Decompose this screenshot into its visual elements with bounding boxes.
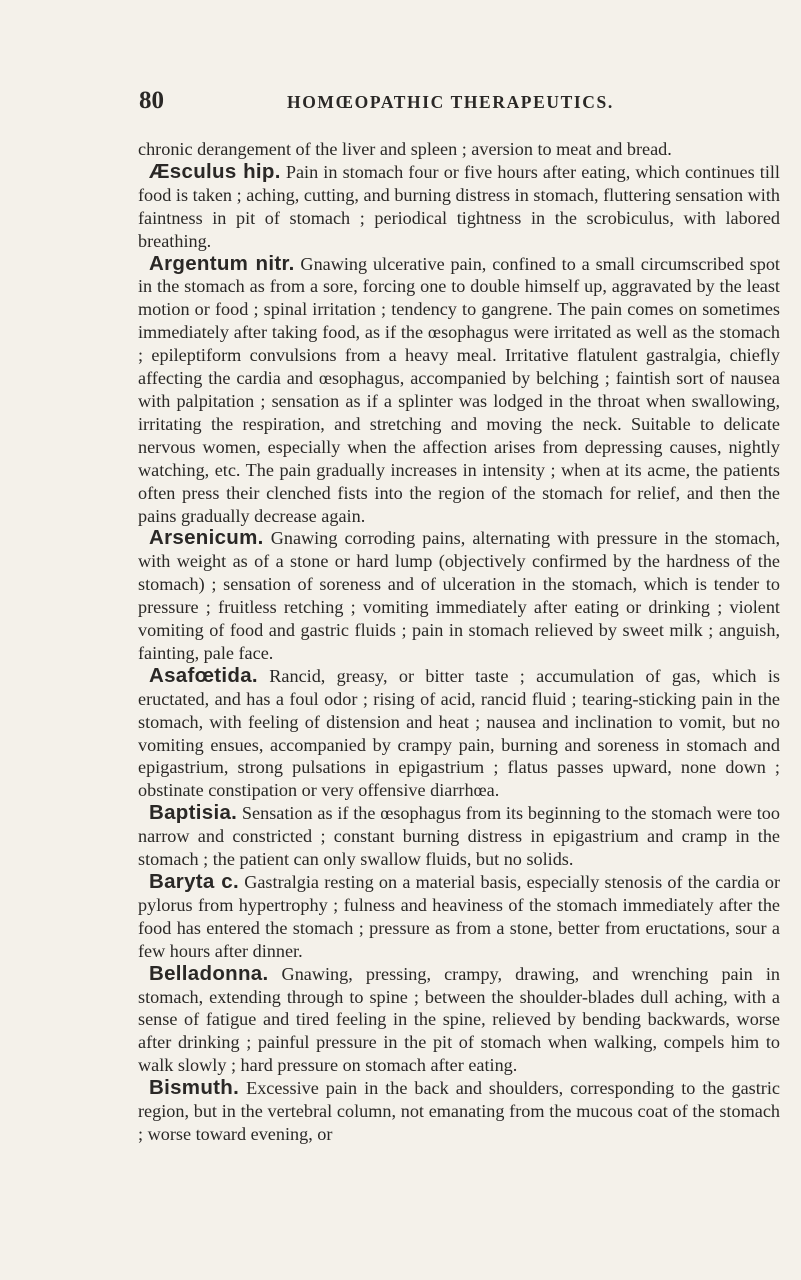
remedy-description: Rancid, greasy, or bitter taste ; accumulation of gas, which is eructated, and has a foul odor ; rising of acid, rancid fluid ; tearing-sticking pain in the stomach, with feeling of distension and heat ; nausea and inclination to vomit, but no vomiting ensues, accompanied by crampy pain, burning and soreness in stomach and epigastrium, strong pulsations in epigastrium ; flatus passes upward, none down ; obstinate constipation or very offensive diarrhœa. <box>138 665 780 801</box>
remedy-description: Gnawing, pressing, crampy, drawing, and wrenching pain in stomach, extending through to spine ; between the shoulder-blades dull aching, with a sense of fatigue and tired feeling in the spine, relieved by bending backwards, worse after drinking ; painful pressure in the pit of stomach when walking, compels him to walk slowly ; hard pressure on stomach after eating. <box>138 963 780 1076</box>
remedy-entry-baptisia <box>138 802 780 871</box>
remedy-description: Sensation as if the œsophagus from its beginning to the stomach were too narrow and constricted ; constant burning distress in epigastrium and cramp in the stomach ; the patient can only swallow fluids, but no solids. <box>138 803 780 870</box>
remedy-entry-aesculus <box>138 161 780 253</box>
remedy-description: Pain in stomach four or five hours after eating, which continues till food is taken ; aching, cutting, and burning distress in stomach, fluttering sensation with faintness in pit of stomach ; periodical tightness in the scrobiculus, with labored breathing. <box>138 161 780 251</box>
remedy-description: Excessive pain in the back and shoulders, corresponding to the gastric region, but in the vertebral column, not emanating from the mucous coat of the stomach ; worse toward evening, or <box>138 1078 780 1144</box>
remedy-description: Gnawing ulcerative pain, confined to a small circumscribed spot in the stomach as from a sore, forcing one to double himself up, aggravated by the least motion or food ; spinal irritation ; tendency to gangrene. The pain comes on sometimes immediately after taking food, as if the œsophagus were irritated as well as the stomach ; epileptiform convulsions from a heavy meal. Irritative flatulent gastralgia, chiefly affecting the cardia and œsophagus, accompanied by belching ; faintish sort of nausea with palpitation ; sensation as if a splinter was lodged in the throat when swallowing, irritating the respiration, and stretching and moving the neck. Suitable to delicate nervous women, especially when the affection arises from depressing causes, nightly watching, etc. The pain gradually increases in intensity ; when at its acme, the patients often press their clenched fists into the region of the stomach for relief, and then the pains gradually decrease again. <box>138 253 780 526</box>
remedy-description: Gnawing corroding pains, alternating with pressure in the stomach, with weight as of a stone or hard lump (objectively confirmed by the hardness of the stomach) ; sensation of soreness and of ulceration in the stomach, which is tender to pressure ; fruitless retching ; vomiting immediately after eating or drinking ; violent vomiting of food and gastric fluids ; pain in stomach relieved by sweet milk ; anguish, fainting, pale face. <box>138 528 780 663</box>
remedy-name: Argentum nitr. <box>149 251 295 275</box>
body-text <box>138 138 780 1146</box>
remedy-name: Asafœtida. <box>149 663 258 687</box>
continuation-paragraph: chronic derangement of the liver and spleen ; aversion to meat and bread. <box>138 139 672 159</box>
remedy-name: Æsculus hip. <box>149 159 281 183</box>
remedy-name: Baryta c. <box>149 870 239 893</box>
remedy-entry-arsenicum <box>138 527 780 664</box>
remedy-entry-baryta <box>138 871 780 963</box>
page-header <box>139 86 779 116</box>
remedy-entry-asafoetida <box>138 665 780 802</box>
remedy-description: Gastralgia resting on a material basis, especially stenosis of the cardia or pylorus from hypertrophy ; fulness and heaviness of the stomach immediately after the food has entered the stomach ; pressure as from a stone, better from eructations, sour a few hours after dinner. <box>138 872 780 961</box>
remedy-name: Baptisia. <box>149 801 238 825</box>
remedy-name: Bismuth. <box>149 1076 240 1100</box>
remedy-entry-argentum <box>138 253 780 528</box>
page-number: 80 <box>139 87 164 114</box>
remedy-name: Belladonna. <box>149 961 269 985</box>
remedy-entry-belladonna <box>138 963 780 1078</box>
running-head: HOMŒOPATHIC THERAPEUTICS. <box>287 92 614 112</box>
remedy-entry-bismuth <box>138 1077 780 1146</box>
remedy-name: Arsenicum. <box>149 526 264 550</box>
